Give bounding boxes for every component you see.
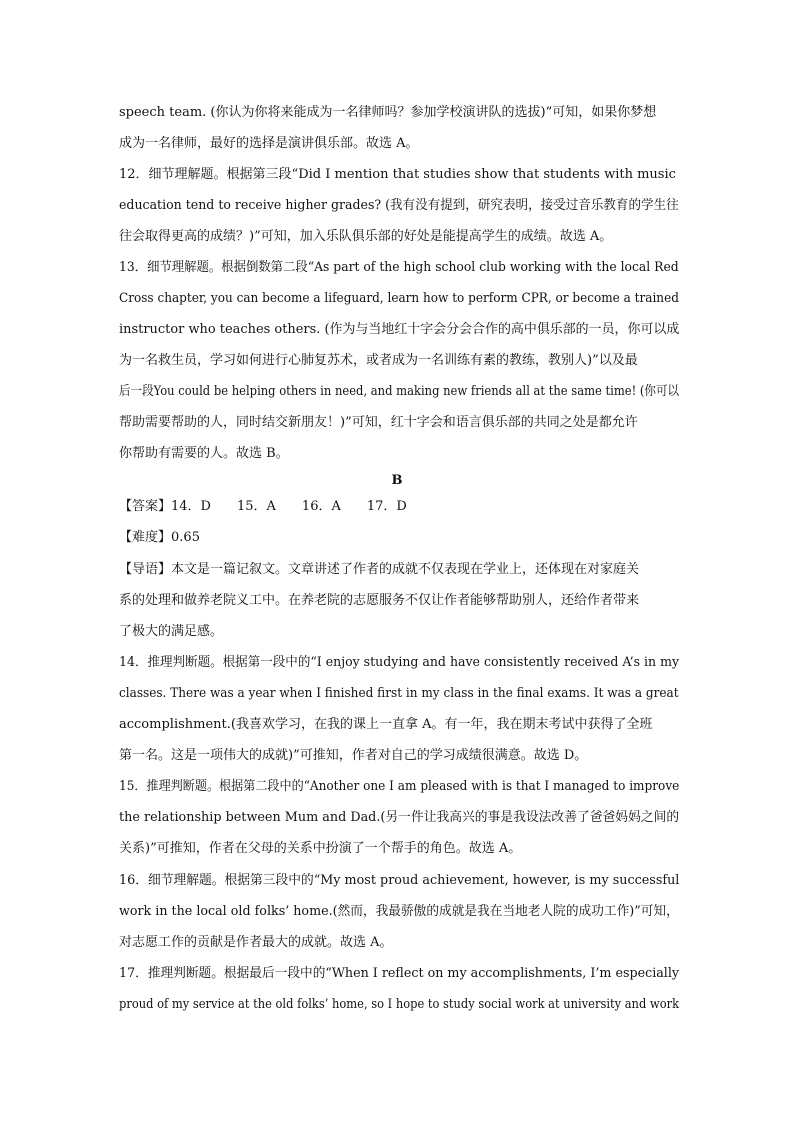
text-line: 12．细节理解题。根据第三段“Did I mention that studies show that students with music [119, 167, 676, 182]
section-heading: B [391, 473, 403, 488]
text-line: speech team. (你认为你将来能成为一名律师吗？参加学校演讲队的选拔)”可知，如果你梦想 [119, 105, 657, 120]
text-line: 关系)”可推知，作者在父母的关系中扮演了一个帮手的角色。故选 A。 [119, 841, 522, 856]
answer-label: 【答案】 [119, 499, 172, 514]
text-line: 了极大的满足感。 [119, 624, 224, 639]
text-line: 【导语】本文是一篇记叙文。文章讲述了作者的成就不仅表现在学业上，还体现在对家庭关 [119, 562, 640, 577]
difficulty-label: 【难度】 [119, 530, 172, 545]
text-line: 成为一名律师，最好的选择是演讲俱乐部。故选 A。 [119, 136, 419, 151]
text-line: 你帮助有需要的人。故选 B。 [119, 446, 289, 461]
text-line: proud of my service at the old folks’ home, so I hope to study social work at university and work [119, 997, 680, 1012]
text-line: 16．细节理解题。根据第三段中的“My most proud achievement, however, is my successful [119, 873, 680, 888]
text-line: instructor who teaches others. (作为与当地红十字会分会合作的高中俱乐部的一员，你可以成 [119, 322, 680, 337]
text-line: classes. There was a year when I finished first in my class in the final exams. It was a great [119, 686, 679, 701]
text-line: education tend to receive higher grades? (我有没有提到，研究表明，接受过音乐教育的学生往 [119, 198, 679, 213]
text-line: 系的处理和做养老院义工中。在养老院的志愿服务不仅让作者能够帮助别人，还给作者带来 [119, 593, 640, 608]
text-line: accomplishment.(我喜欢学习，在我的课上一直拿 A。有一年，我在期末考试中获得了全班 [119, 717, 653, 732]
text-line: Cross chapter, you can become a lifeguard, learn how to perform CPR, or become a trained [119, 291, 679, 306]
text-line: 17．推理判断题。根据最后一段中的“When I reflect on my accomplishments, I’m especially [119, 966, 680, 981]
text-line: 15．推理判断题。根据第二段中的“Another one I am pleased with is that I managed to improve [119, 779, 680, 794]
difficulty-value: 0.65 [171, 530, 200, 545]
text-line: the relationship between Mum and Dad.(另一件让我高兴的事是我设法改善了爸爸妈妈之间的 [119, 810, 680, 825]
text-line: 为一名救生员，学习如何进行心肺复苏术，或者成为一名训练有素的教练，教别人)”以及最 [119, 353, 638, 368]
difficulty-line [119, 529, 679, 547]
text-line: 13．细节理解题。根据倒数第二段“As part of the high school club working with the local Red [119, 260, 679, 275]
text-line: 帮助需要帮助的人，同时结交新朋友！)”可知，红十字会和语言俱乐部的共同之处是都允许 [119, 415, 638, 430]
answer-line [119, 498, 679, 516]
text-line: 对志愿工作的贡献是作者最大的成就。故选 A。 [119, 935, 393, 950]
answer-item: 16．A [301, 499, 341, 514]
text-line: 往会取得更高的成绩？)”可知，加入乐队俱乐部的好处是能提高学生的成绩。故选 A。 [119, 229, 613, 244]
text-line: work in the local old folks’ home.(然而，我最骄傲的成就是我在当地老人院的成功工作)”可知， [119, 904, 679, 919]
text-line: 第一名。这是一项伟大的成就)”可推知，作者对自己的学习成绩很满意。故选 D。 [119, 748, 588, 763]
answer-item: 14．D [171, 499, 211, 514]
answer-item: 17．D [366, 499, 407, 514]
text-line: 14．推理判断题。根据第一段中的“I enjoy studying and have consistently received A’s in my [119, 655, 680, 670]
text-line: 后一段You could be helping others in need, and making new friends all at the same time! (你可以 [119, 384, 680, 399]
answer-item: 15．A [236, 499, 276, 514]
